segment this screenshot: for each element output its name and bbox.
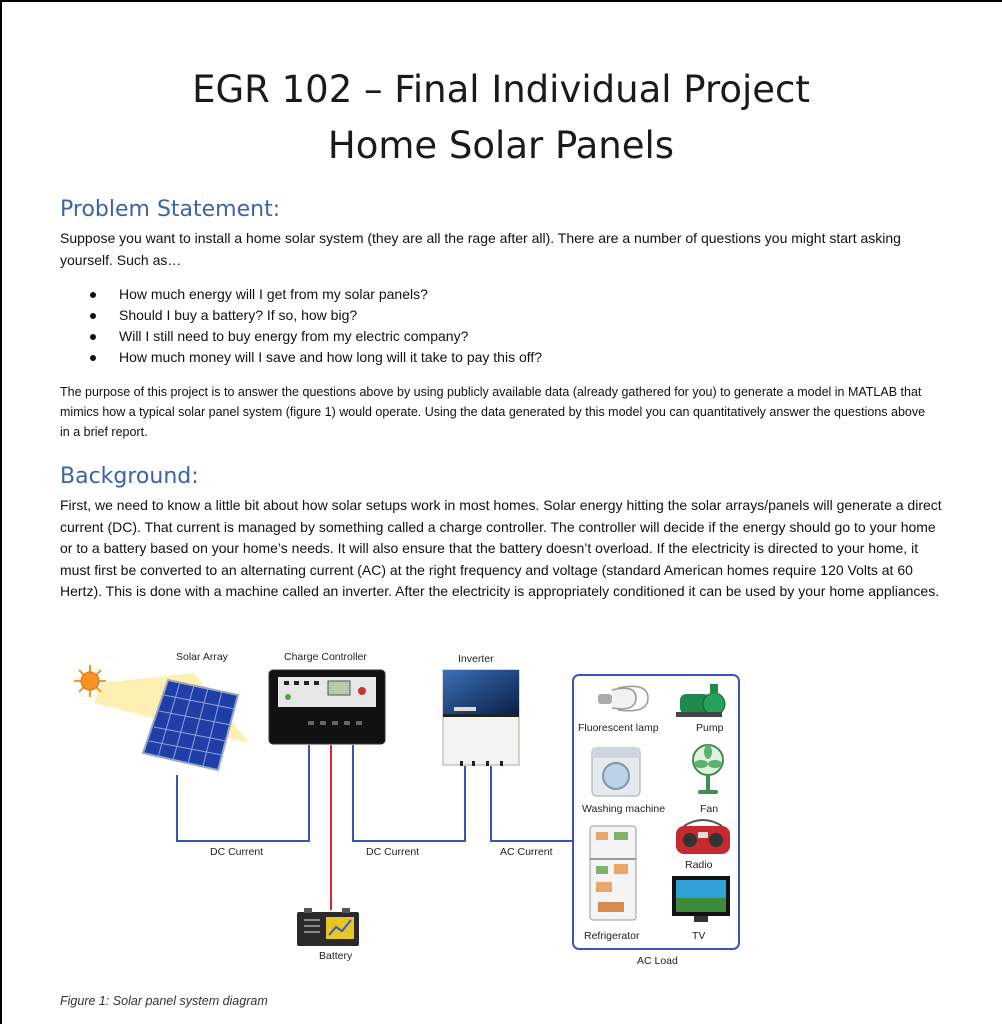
- problem-intro: Suppose you want to install a home solar system (they are all the rage after all). There are a number of questions you might start asking yourself. Such as…: [60, 230, 901, 268]
- tv-icon: [670, 874, 732, 924]
- battery-label: Battery: [319, 950, 353, 962]
- bullet-icon: [90, 355, 96, 361]
- appliance-label: Refrigerator: [584, 930, 640, 942]
- list-item: Should I buy a battery? If so, how big?: [90, 305, 542, 326]
- washing-machine-icon: [588, 746, 644, 798]
- appliance-label: Fluorescent lamp: [578, 722, 659, 734]
- appliance-label: Washing machine: [582, 803, 666, 815]
- solar-panel-icon: [138, 675, 248, 775]
- radio-icon: [674, 818, 732, 856]
- dc-wire: [464, 766, 466, 842]
- appliance-label: Pump: [696, 722, 724, 734]
- ac-current-label: AC Current: [500, 846, 553, 858]
- dc-current-label-2: DC Current: [366, 846, 420, 858]
- fan-icon: [688, 742, 728, 798]
- battery-icon: [296, 907, 360, 947]
- list-item: How much energy will I get from my solar panels?: [90, 284, 542, 305]
- appliance-label: TV: [692, 930, 706, 942]
- list-item: Will I still need to buy energy from my electric company?: [90, 326, 542, 347]
- problem-heading: Problem Statement:: [60, 197, 281, 222]
- dc-wire: [308, 745, 310, 842]
- solar-array-label: Solar Array: [176, 651, 228, 663]
- figure-caption: Figure 1: Solar panel system diagram: [60, 994, 268, 1008]
- charge-controller-icon: [268, 669, 386, 745]
- question-list: [90, 284, 542, 368]
- title-line-1: EGR 102 – Final Individual Project: [192, 68, 810, 111]
- inverter-label: Inverter: [458, 653, 494, 665]
- dc-wire: [352, 745, 354, 842]
- pump-icon: [674, 682, 728, 720]
- ac-load-label: AC Load: [637, 955, 678, 967]
- refrigerator-icon: [588, 824, 638, 922]
- ac-load-box: [572, 674, 740, 950]
- dc-wire: [352, 840, 466, 842]
- ac-wire: [490, 766, 492, 842]
- bullet-icon: [90, 313, 96, 319]
- bullet-icon: [90, 334, 96, 340]
- page-border-top: [0, 0, 1002, 2]
- appliance-label: Fan: [700, 803, 719, 815]
- background-heading: Background:: [60, 464, 199, 489]
- solar-system-diagram: [60, 645, 780, 975]
- inverter-icon: [442, 669, 520, 766]
- ac-wire: [490, 840, 574, 842]
- appliance-label: Radio: [685, 859, 713, 871]
- bullet-icon: [90, 292, 96, 298]
- dc-wire: [176, 775, 178, 841]
- charge-controller-label: Charge Controller: [284, 651, 367, 663]
- dc-wire: [176, 840, 310, 842]
- fluorescent-lamp-icon: [596, 682, 660, 714]
- battery-wire: [330, 745, 332, 910]
- background-paragraph: First, we need to know a little bit about how solar setups work in most homes. Solar energy hitting the solar arrays/panels will generate a direct current (DC). That current is managed by something called a charge controller. The controller will decide if the energy should go to your home or to a battery based on your home’s needs. It will also ensure that the battery doesn’t overload. If the electricity is directed to your home, it must first be converted to an alternating current (AC) at the right frequency and voltage (standard American homes require 120 Volts at 60 Hertz). This is done with a machine called an inverter. After the electricity is appropriately conditioned it can be used by your home appliances.: [60, 497, 942, 599]
- dc-current-label-1: DC Current: [210, 846, 264, 858]
- purpose-paragraph: The purpose of this project is to answer the questions above by using publicly available data (already gathered for you) to generate a model in MATLAB that mimics how a typical solar panel system (figure 1) would operate. Using the data generated by this model you can quantitatively answer the questions above in a brief report.: [60, 385, 926, 439]
- list-item: How much money will I save and how long will it take to pay this off?: [90, 347, 542, 368]
- title-line-2: Home Solar Panels: [327, 124, 675, 167]
